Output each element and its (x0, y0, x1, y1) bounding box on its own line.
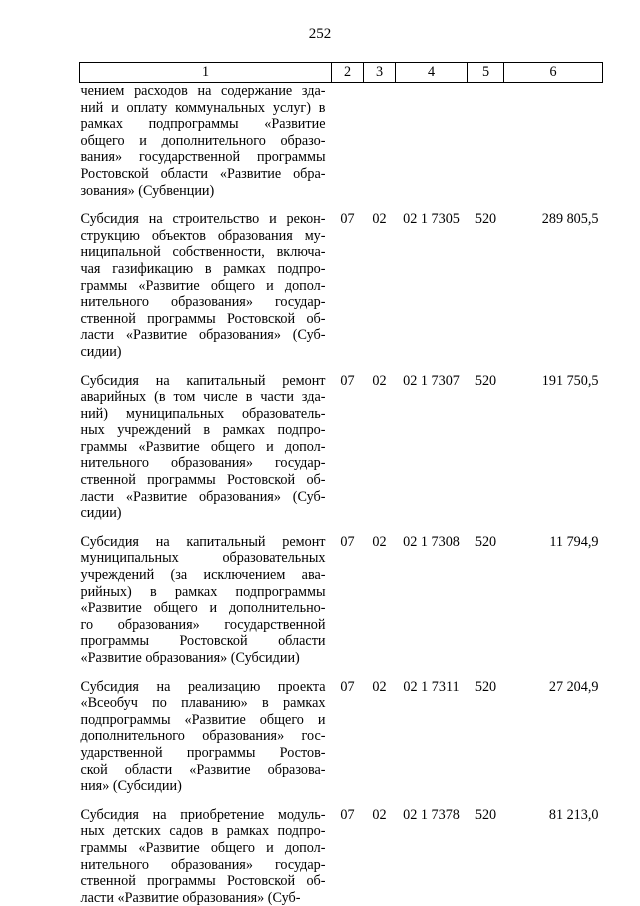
description-line: ний и оплату коммунальных услуг) в (81, 100, 326, 117)
description-line: программы Ростовской области (81, 633, 326, 650)
description-line: ственной программы Ростовской об- (81, 472, 326, 489)
description-line: вания» государственной программы (81, 149, 326, 166)
table-body (80, 83, 603, 906)
row-section-code: 07 (332, 211, 364, 360)
row-spacer (80, 199, 603, 211)
row-spacer-cell (80, 199, 603, 211)
row-spacer-cell (80, 522, 603, 534)
row-expense-type: 520 (468, 807, 504, 906)
description-line: Субсидия на строительство и рекон- (81, 211, 326, 228)
row-amount: 191 750,5 (504, 373, 603, 522)
description-line: муниципальных образовательных (81, 550, 326, 567)
description-line: аварийных (в том числе в части зда- (81, 389, 326, 406)
row-spacer (80, 795, 603, 807)
description-line: Субсидия на капитальный ремонт (81, 534, 326, 551)
page-number: 252 (0, 26, 640, 43)
description-line: ния» (Субсидии) (81, 778, 326, 795)
description-line: ласти «Развитие образования» (Суб- (81, 327, 326, 344)
table-row (80, 83, 603, 200)
row-expense-type: 520 (468, 679, 504, 795)
description-line: ласти «Развитие образования» (Суб- (81, 890, 326, 906)
table-row (80, 534, 603, 667)
row-section-code: 07 (332, 679, 364, 795)
row-spacer (80, 361, 603, 373)
description-line: Субсидия на реализацию проекта (81, 679, 326, 696)
description-line: ственной программы Ростовской об- (81, 311, 326, 328)
row-subsection-code: 02 (364, 679, 396, 795)
header-col-1: 1 (80, 63, 332, 83)
description-line: зования» (Субвенции) (81, 183, 326, 200)
row-description (80, 83, 332, 200)
description-line: Субсидия на капитальный ремонт (81, 373, 326, 390)
row-description (80, 679, 332, 795)
row-subsection-code: 02 (364, 807, 396, 906)
row-section-code: 07 (332, 534, 364, 667)
description-line: чая газификацию в рамках подпро- (81, 261, 326, 278)
description-line: «Развитие общего и дополнительно- (81, 600, 326, 617)
row-section-code: 07 (332, 807, 364, 906)
row-subsection-code: 02 (364, 534, 396, 667)
description-line: ской области «Развитие образова- (81, 762, 326, 779)
table-row (80, 807, 603, 906)
header-col-6: 6 (504, 63, 603, 83)
description-line: ударственной программы Ростов- (81, 745, 326, 762)
description-line: рамках подпрограммы «Развитие (81, 116, 326, 133)
row-target-article: 02 1 7308 (396, 534, 468, 667)
description-line: нительного образования» государ- (81, 857, 326, 874)
row-amount: 81 213,0 (504, 807, 603, 906)
description-line: дополнительного образования» гос- (81, 728, 326, 745)
row-expense-type: 520 (468, 534, 504, 667)
description-line: подпрограммы «Развитие общего и (81, 712, 326, 729)
row-amount: 11 794,9 (504, 534, 603, 667)
table-header (80, 63, 603, 83)
row-target-article: 02 1 7311 (396, 679, 468, 795)
description-line: «Всеобуч по плаванию» в рамках (81, 695, 326, 712)
header-col-5: 5 (468, 63, 504, 83)
description-line: струкцию объектов образования му- (81, 228, 326, 245)
row-spacer-cell (80, 667, 603, 679)
description-line: граммы «Развитие общего и допол- (81, 439, 326, 456)
row-section-code (332, 83, 364, 200)
description-line: граммы «Развитие общего и допол- (81, 840, 326, 857)
description-line: Субсидия на приобретение модуль- (81, 807, 326, 824)
description-line: рийных) в рамках подпрограммы (81, 584, 326, 601)
row-section-code: 07 (332, 373, 364, 522)
row-spacer (80, 522, 603, 534)
description-line: граммы «Развитие общего и допол- (81, 278, 326, 295)
row-description (80, 534, 332, 667)
row-subsection-code (364, 83, 396, 200)
row-description (80, 211, 332, 360)
description-line: сидии) (81, 344, 326, 361)
row-target-article (396, 83, 468, 200)
row-target-article: 02 1 7378 (396, 807, 468, 906)
row-subsection-code: 02 (364, 373, 396, 522)
description-line: ласти «Развитие образования» (Суб- (81, 489, 326, 506)
header-col-3: 3 (364, 63, 396, 83)
description-line: нительного образования» государ- (81, 455, 326, 472)
row-amount: 27 204,9 (504, 679, 603, 795)
budget-table (79, 62, 603, 906)
description-line: ных детских садов в рамках подпро- (81, 823, 326, 840)
description-line: сидии) (81, 505, 326, 522)
description-line: нительного образования» государ- (81, 294, 326, 311)
description-line: ных учреждений в рамках подпро- (81, 422, 326, 439)
header-col-4: 4 (396, 63, 468, 83)
row-subsection-code: 02 (364, 211, 396, 360)
description-line: «Развитие образования» (Субсидии) (81, 650, 326, 667)
description-line: общего и дополнительного образо- (81, 133, 326, 150)
row-spacer (80, 667, 603, 679)
description-line: ственной программы Ростовской об- (81, 873, 326, 890)
row-target-article: 02 1 7305 (396, 211, 468, 360)
table-row (80, 373, 603, 522)
row-expense-type: 520 (468, 373, 504, 522)
description-line: ний) муниципальных образователь- (81, 406, 326, 423)
description-line: чением расходов на содержание зда- (81, 83, 326, 100)
header-row (80, 63, 603, 83)
description-line: ниципальной собственности, включа- (81, 244, 326, 261)
row-amount: 289 805,5 (504, 211, 603, 360)
row-target-article: 02 1 7307 (396, 373, 468, 522)
table-row (80, 211, 603, 360)
description-line: Ростовской области «Развитие обра- (81, 166, 326, 183)
row-description (80, 373, 332, 522)
row-expense-type (468, 83, 504, 200)
header-col-2: 2 (332, 63, 364, 83)
row-spacer-cell (80, 361, 603, 373)
row-description (80, 807, 332, 906)
table-row (80, 679, 603, 795)
row-amount (504, 83, 603, 200)
row-spacer-cell (80, 795, 603, 807)
description-line: го образования» государственной (81, 617, 326, 634)
description-line: учреждений (за исключением ава- (81, 567, 326, 584)
row-expense-type: 520 (468, 211, 504, 360)
